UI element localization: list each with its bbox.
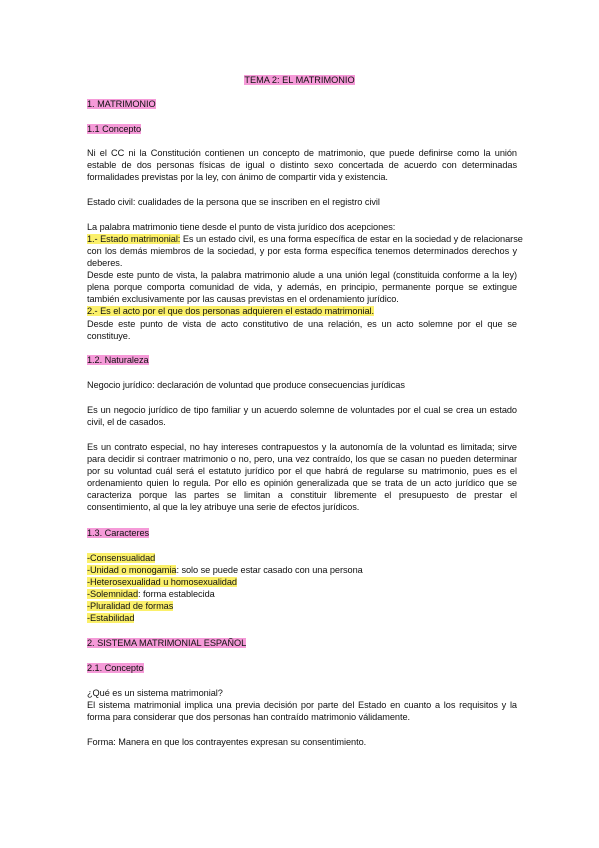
- heading-naturaleza: 1.2. Naturaleza: [87, 355, 149, 365]
- paragraph-line: consentimiento, al que la ley atribuye una serie de efectos jurídicos.: [87, 502, 360, 512]
- list-item: -Consensualidad: [87, 553, 156, 563]
- paragraph-line: para decidir si contraer matrimonio o no, pero, una vez contraído, los que se casan no pueden determinar: [87, 454, 517, 464]
- paragraph-line: con los demás miembros de la sociedad, y por esta forma específica tenemos determinados derechos y: [87, 246, 517, 256]
- paragraph-line: formalidades previstas por la ley, con ánimo de compartir vida y existencia.: [87, 172, 388, 182]
- paragraph-line: Desde este punto de vista, la palabra matrimonio alude a una unión legal (constituida conforme a la ley): [87, 270, 517, 280]
- paragraph-line: forma para considerar que dos personas han contraído matrimonio válidamente.: [87, 712, 411, 722]
- paragraph-line: Ni el CC ni la Constitución contienen un concepto de matrimonio, que puede definirse como la unión: [87, 148, 517, 158]
- list-item: -Solemnidad: forma establecida: [87, 589, 215, 599]
- acepcion-2-line: 2.- Es el acto por el que dos personas adquieren el estado matrimonial.: [87, 306, 375, 316]
- list-item: -Heterosexualidad u homosexualidad: [87, 577, 237, 587]
- paragraph-line: Es un negocio jurídico de tipo familiar y un acuerdo solemne de voluntades por el cual se crea un estado: [87, 405, 517, 415]
- heading-sistema-matrimonial: 2. SISTEMA MATRIMONIAL ESPAÑOL: [87, 638, 247, 648]
- list-item: -Unidad o monogamia: solo se puede estar casado con una persona: [87, 565, 363, 575]
- paragraph-line: también exclusivamente por las causas previstas en el ordenamiento jurídico.: [87, 294, 399, 304]
- paragraph-line: El sistema matrimonial implica una previa decisión por parte del Estado en cuanto a los requisitos y la: [87, 700, 517, 710]
- paragraph-line: civil, el de casados.: [87, 417, 166, 427]
- paragraph-line: ordenamiento quien lo regula. Por ello es opinión generalizada que se trata de un acto jurídico que se: [87, 478, 517, 488]
- paragraph-line: constituye.: [87, 331, 131, 341]
- forma-line: Forma: Manera en que los contrayentes expresan su consentimiento.: [87, 737, 367, 747]
- negocio-line: Negocio jurídico: declaración de voluntad que produce consecuencias jurídicas: [87, 380, 405, 390]
- paragraph-line: plena porque comporta comunidad de vida, y además, en principio, permanente porque se extingue: [87, 282, 517, 292]
- paragraph-line: deberes.: [87, 258, 123, 268]
- acepcion-1-line: 1.- Estado matrimonial: Es un estado civil, es una forma específica de estar en la sociedad y de relacionarse: [87, 234, 523, 244]
- paragraph-line: estable de dos personas físicas de igual o distinto sexo concertada de acuerdo con determinadas: [87, 160, 517, 170]
- question-line: ¿Qué es un sistema matrimonial?: [87, 688, 223, 698]
- document-title: TEMA 2: EL MATRIMONIO: [244, 75, 355, 85]
- heading-sistema-concepto: 2.1. Concepto: [87, 663, 144, 673]
- paragraph-line: caracteriza porque las partes se limitan a constituir libremente el presupuesto de prestar el: [87, 490, 517, 500]
- heading-matrimonio: 1. MATRIMONIO: [87, 99, 156, 109]
- heading-caracteres: 1.3. Caracteres: [87, 528, 150, 538]
- paragraph-line: por su voluntad cuál será el estatuto jurídico por el que habrá de regularse su matrimonio, pues es el: [87, 466, 517, 476]
- estado-civil-line: Estado civil: cualidades de la persona que se inscriben en el registro civil: [87, 197, 380, 207]
- paragraph-line: Desde este punto de vista de acto constitutivo de una relación, es un acto solemne por el que se: [87, 319, 517, 329]
- acepciones-intro: La palabra matrimonio tiene desde el punto de vista jurídico dos acepciones:: [87, 222, 396, 232]
- list-item: -Estabilidad: [87, 613, 135, 623]
- heading-concepto: 1.1 Concepto: [87, 124, 142, 134]
- list-item: -Pluralidad de formas: [87, 601, 174, 611]
- paragraph-line: Es un contrato especial, no hay intereses contrapuestos y la autonomía de la voluntad es limitada; sirve: [87, 442, 517, 452]
